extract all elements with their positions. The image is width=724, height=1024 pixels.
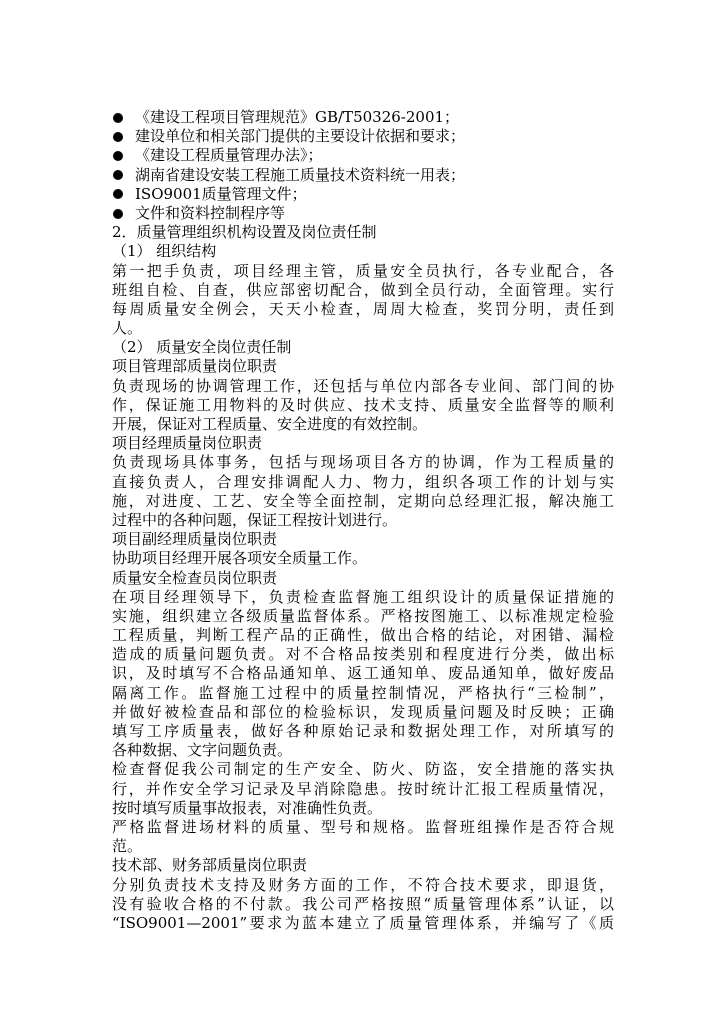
bullet-icon [113,209,123,219]
text-line: 严格监督进场材料的质量、型号和规格。监督班组操作是否符合规 [112,817,614,836]
bullet-icon [113,151,123,161]
list-item: 《建设工程项目管理规范》GB/T50326-2001； [112,108,614,127]
list-item: 湖南省建设安装工程施工质量技术资料统一用表； [112,166,614,185]
text-line: “ISO9001—2001”要求为蓝本建立了质量管理体系，并编写了《质 [112,913,614,932]
document-page [112,108,614,933]
section-heading: 2．质量管理组织机构设置及岗位责任制 [112,223,377,242]
tech-finance-paragraph [112,876,614,934]
text-line: 每周质量安全例会，天天小检查，周周大检查，奖罚分明，责任到 [112,299,614,318]
text-line: 范。 [112,837,143,856]
inspector-heading: 质量安全检查员岗位职责 [112,568,278,587]
bullet-icon [113,113,123,123]
pm-heading: 项目经理质量岗位职责 [112,434,263,453]
text-line: 人。 [112,319,143,338]
text-line: 按时填写质量事故报表，对准确性负责。 [112,798,383,817]
text-line: 行，并作安全学习记录及早消除隐患。按时统计汇报工程质量情况， [112,779,614,798]
reference-list [112,108,614,223]
text-line: 各种数据、文字问题负责。 [112,741,293,760]
text-line: 负责现场的协调管理工作，还包括与单位内部各专业间、部门间的协 [112,376,614,395]
inspector-paragraph [112,588,614,857]
organization-paragraph [112,262,614,339]
text-line: 开展，保证对工程质量、安全进度的有效控制。 [112,415,428,433]
text-line: 协助项目经理开展各项安全质量工作。 [112,549,368,568]
text-line: 负责现场具体事务，包括与现场项目各方的协调，作为工程质量的 [112,453,614,472]
list-item: 文件和资料控制程序等 [112,204,614,223]
pm-paragraph [112,453,614,530]
text-line: 直接负责人，合理安排调配人力、物力，组织各项工作的计划与实 [112,472,614,491]
dpm-paragraph [112,549,614,568]
list-item: ISO9001质量管理文件； [112,185,614,204]
list-item: 《建设工程质量管理办法》； [112,146,614,165]
bullet-icon [113,132,123,142]
subsection-heading-responsibility: （2） 质量安全岗位责任制 [112,338,292,357]
dpm-heading: 项目副经理质量岗位职责 [112,530,278,549]
text-line: 填写工序质量表，做好各种原始记录和数据处理工作，对所填写的 [112,722,614,740]
text-line: 识，及时填写不合格品通知单、返工通知单、废品通知单，做好废品 [112,664,614,683]
tech-finance-heading: 技术部、财务部质量岗位职责 [112,856,308,875]
pm-dept-paragraph [112,377,614,435]
text-line: 施，对进度、工艺、安全等全面控制，定期向总经理汇报，解决施工 [112,491,614,510]
text-line: 在项目经理领导下，负责检查监督施工组织设计的质量保证措施的 [112,587,614,606]
bullet-icon [113,170,123,180]
pm-dept-heading: 项目管理部质量岗位职责 [112,357,278,376]
text-line: 并做好被检查品和部位的检验标识，发现质量问题及时反映；正确 [112,702,614,721]
text-line: 造成的质量问题负责。对不合格品按类别和程度进行分类，做出标 [112,645,614,664]
text-line: 没有验收合格的不付款。我公司严格按照“质量管理体系”认证，以 [112,894,614,913]
text-line: 第一把手负责，项目经理主管，质量安全员执行，各专业配合，各 [112,261,614,280]
list-item: 建设单位和相关部门提供的主要设计依据和要求； [112,127,614,146]
text-line: 检查督促我公司制定的生产安全、防火、防盗，安全措施的落实执 [112,760,614,779]
text-line: 工程质量，判断工程产品的正确性，做出合格的结论，对困错、漏检 [112,626,614,645]
bullet-icon [113,189,123,199]
text-line: 作，保证施工用物料的及时供应、技术支持、质量安全监督等的顺利 [112,395,614,414]
text-line: 隔离工作。监督施工过程中的质量控制情况，严格执行“三检制”， [112,683,614,702]
text-line: 班组自检、自查，供应部密切配合，做到全员行动，全面管理。实行 [112,280,614,299]
text-line: 分别负责技术支持及财务方面的工作，不符合技术要求，即退货， [112,875,614,894]
text-line: 实施，组织建立各级质量监督体系。严格按图施工、以标准规定检验 [112,606,614,625]
text-line: 过程中的各种问题，保证工程按计划进行。 [112,510,398,529]
subsection-heading-organization: （1） 组织结构 [112,242,217,261]
